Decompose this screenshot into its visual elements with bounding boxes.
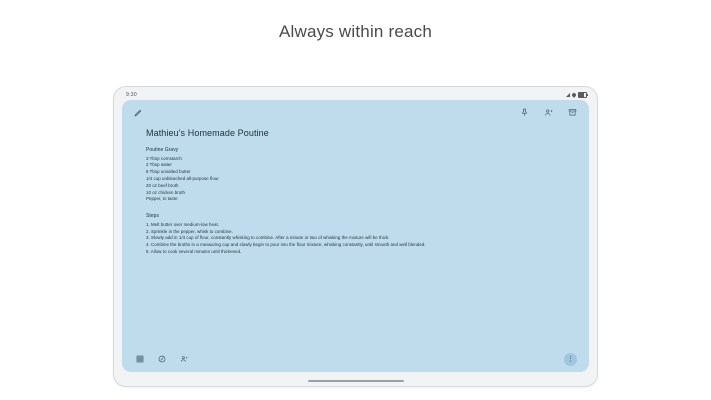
section-heading-gravy: Poutine Gravy	[146, 147, 179, 153]
pen-tool-icon[interactable]	[132, 106, 145, 119]
note-toolbar	[122, 100, 589, 118]
note-canvas[interactable]	[122, 100, 589, 372]
person-add-bottom-icon[interactable]	[178, 353, 190, 365]
pin-icon[interactable]	[518, 106, 531, 119]
step-line: 4. Combine the broths in a measuring cup and slowly begin to pour into the flour mixture, whisking constantly, until smooth and well blended.	[146, 242, 426, 248]
note-toolbar-left	[132, 106, 145, 119]
note-bottom-toolbar	[122, 346, 589, 372]
person-add-icon[interactable]	[542, 106, 555, 119]
step-line: 5. Allow to cook several minutes until thickened.	[146, 249, 242, 255]
note-toolbar-right	[518, 106, 579, 119]
ingredients-section	[146, 147, 565, 203]
brush-icon[interactable]	[156, 353, 168, 365]
home-indicator	[308, 380, 404, 383]
steps-section	[146, 213, 565, 256]
step-line: 1. Melt butter over medium-low heat.	[146, 221, 220, 227]
ingredient-line: 10 oz chicken broth	[146, 189, 186, 195]
ingredient-line: Pepper, to taste	[146, 196, 178, 202]
status-time: 9:30	[126, 91, 137, 98]
wifi-icon	[571, 92, 577, 98]
note-bottom-left	[134, 353, 190, 365]
ingredient-line: 6 Tbsp unsalted butter	[146, 169, 191, 175]
page-title: Always within reach	[278, 22, 433, 41]
status-bar	[114, 87, 597, 100]
note-title: Mathieu's Homemade Poutine	[146, 128, 269, 138]
more-options-button[interactable]: ⋮	[564, 353, 577, 366]
section-heading-steps: Steps	[146, 213, 160, 220]
ingredient-line: 1/4 cup unbleached all-purpose flour	[146, 175, 219, 181]
ingredient-line: 2 Tbsp water	[146, 162, 172, 168]
step-line: 3. Slowly add in 1/4 cup of flour, constantly whisking to combine. After a minute or two of whisking the mixture will be thick.	[146, 235, 390, 241]
note-content[interactable]	[122, 118, 589, 256]
archive-icon[interactable]	[566, 106, 579, 119]
step-line: 2. Sprinkle in the pepper, whisk to combine.	[146, 228, 233, 234]
ingredient-line: 3 Tbsp cornstarch	[146, 155, 182, 161]
status-icons	[566, 92, 587, 98]
ingredient-line: 20 oz beef broth	[146, 182, 179, 188]
signal-icon	[566, 93, 570, 97]
tablet-device	[113, 86, 598, 387]
grid-icon[interactable]	[134, 353, 146, 365]
battery-icon	[578, 92, 587, 98]
